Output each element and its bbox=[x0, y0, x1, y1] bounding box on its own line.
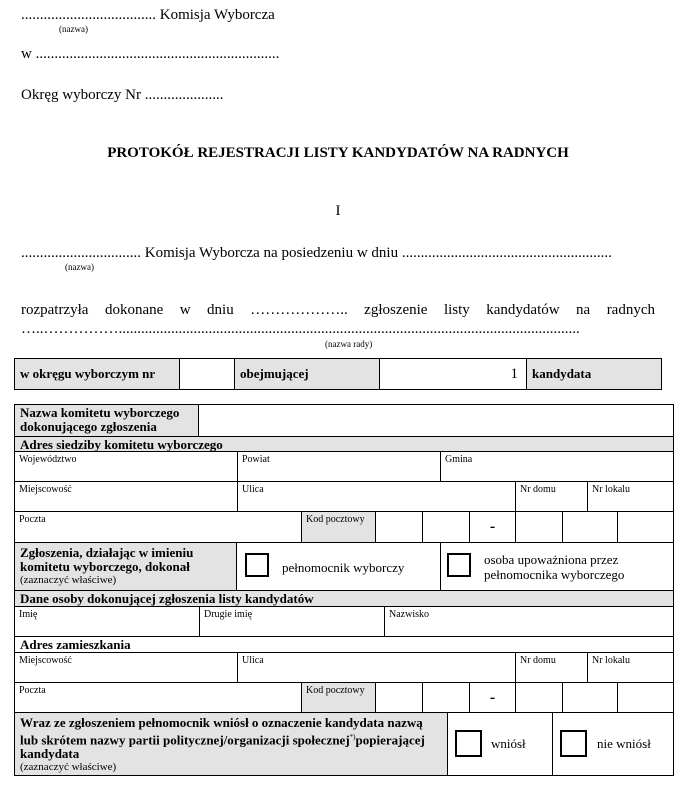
committee-address-header: Adres siedziby komitetu wyborczego bbox=[14, 436, 674, 452]
proxy-checkbox[interactable] bbox=[245, 553, 269, 577]
district-number-field[interactable] bbox=[179, 358, 235, 390]
submission-label-note: (zaznaczyć właściwe) bbox=[20, 574, 117, 586]
candidate-label: kandydata bbox=[526, 358, 662, 390]
word: radnych bbox=[606, 302, 655, 318]
postal-digit-box[interactable] bbox=[515, 511, 563, 543]
word: zgłoszenie bbox=[364, 302, 428, 318]
request-label-bold bbox=[20, 716, 442, 761]
committee-name-dots: .................................... bbox=[21, 7, 156, 23]
word: rozpatrzyła bbox=[21, 302, 89, 318]
committee-name-line bbox=[21, 7, 275, 24]
imie-field[interactable]: Imię bbox=[14, 606, 200, 637]
page-title: PROTOKÓŁ REJESTRACJI LISTY KANDYDATÓW NA RADNYCH bbox=[107, 145, 569, 161]
section-number: I bbox=[335, 203, 341, 219]
home-nr-domu-field[interactable]: Nr domu bbox=[515, 652, 588, 683]
committee-name-text: Komisja Wyborcza bbox=[159, 7, 275, 23]
request-label bbox=[14, 712, 448, 776]
request-no-checkbox[interactable] bbox=[560, 730, 587, 757]
session-line-sub: (nazwa) bbox=[65, 262, 94, 272]
request-yes-checkbox[interactable] bbox=[455, 730, 482, 757]
ulica-field[interactable]: Ulica bbox=[237, 481, 516, 512]
nazwisko-field[interactable]: Nazwisko bbox=[384, 606, 674, 637]
postal-digit-box[interactable] bbox=[562, 682, 618, 713]
postal-digit-box[interactable] bbox=[617, 511, 674, 543]
session-line: ................................ Komisja Wyborcza na posiedzeniu w dniu ........................................................ bbox=[21, 245, 612, 261]
person-data-header: Dane osoby dokonującej zgłoszenia listy kandydatów bbox=[14, 590, 674, 607]
submission-label-bold: Zgłoszenia, działając w imieniu komitetu wyborczego, dokonał bbox=[20, 545, 194, 574]
request-label-part2: popierającej kandydata bbox=[20, 732, 425, 762]
committee-name-sub: (nazwa) bbox=[59, 24, 88, 34]
request-label-part1: Wraz ze zgłoszeniem pełnomocnik wniósł o oznaczenie kandydata nazwą lub skrótem nazwy partii politycznej/organizacji społecznej bbox=[20, 715, 423, 748]
review-line bbox=[21, 302, 655, 319]
location-line: w ................................................................. bbox=[21, 46, 280, 62]
drugie-imie-field[interactable]: Drugie imię bbox=[199, 606, 385, 637]
word: w bbox=[179, 302, 191, 318]
word: listy bbox=[443, 302, 470, 318]
postal-digit-box[interactable] bbox=[515, 682, 563, 713]
home-miejscowosc-field[interactable]: Miejscowość bbox=[14, 652, 238, 683]
nr-lokalu-field[interactable]: Nr lokalu bbox=[587, 481, 674, 512]
poczta-field[interactable]: Poczta bbox=[14, 511, 302, 543]
word: kandydatów bbox=[486, 302, 560, 318]
home-nr-lokalu-field[interactable]: Nr lokalu bbox=[587, 652, 674, 683]
council-name-line: …..……………........................................................................................................................... bbox=[21, 321, 580, 337]
home-ulica-field[interactable]: Ulica bbox=[237, 652, 516, 683]
powiat-field[interactable]: Powiat bbox=[237, 451, 441, 482]
postal-digit-box[interactable] bbox=[617, 682, 674, 713]
committee-name-label: Nazwa komitetu wyborczego dokonującego zgłoszenia bbox=[14, 404, 199, 437]
word: na bbox=[576, 302, 591, 318]
word: dniu bbox=[207, 302, 234, 318]
gmina-field[interactable]: Gmina bbox=[440, 451, 674, 482]
candidate-count-field[interactable]: 1 bbox=[379, 358, 527, 390]
word: ……………….. bbox=[250, 302, 348, 318]
kod-pocztowy-label: Kod pocztowy bbox=[301, 511, 376, 543]
district-number-line: Okręg wyborczy Nr ..................... bbox=[21, 87, 224, 103]
postal-dash: - bbox=[469, 682, 516, 713]
postal-digit-box[interactable] bbox=[562, 511, 618, 543]
home-kod-pocztowy-label: Kod pocztowy bbox=[301, 682, 376, 713]
wojewodztwo-field[interactable]: Województwo bbox=[14, 451, 238, 482]
postal-digit-box[interactable] bbox=[422, 682, 470, 713]
proxy-option-label: pełnomocnik wyborczy bbox=[282, 560, 405, 575]
authorized-person-checkbox[interactable] bbox=[447, 553, 471, 577]
committee-name-field[interactable] bbox=[198, 404, 674, 437]
postal-digit-box[interactable] bbox=[375, 682, 423, 713]
postal-dash: - bbox=[469, 511, 516, 543]
miejscowosc-field[interactable]: Miejscowość bbox=[14, 481, 238, 512]
request-yes-label: wniósł bbox=[491, 736, 526, 751]
postal-digit-box[interactable] bbox=[422, 511, 470, 543]
request-no-label: nie wniósł bbox=[597, 736, 651, 751]
word: dokonane bbox=[104, 302, 164, 318]
council-name-sub: (nazwa rady) bbox=[325, 339, 373, 349]
nr-domu-field[interactable]: Nr domu bbox=[515, 481, 588, 512]
request-label-note: (zaznaczyć właściwe) bbox=[20, 761, 117, 774]
covering-label: obejmującej bbox=[234, 358, 380, 390]
submission-label bbox=[14, 542, 237, 591]
authorized-person-option-label: osoba upoważniona przez pełnomocnika wyborczego bbox=[484, 552, 625, 582]
request-footnote: *) bbox=[349, 733, 356, 741]
home-poczta-field[interactable]: Poczta bbox=[14, 682, 302, 713]
address-header: Adres zamieszkania bbox=[14, 636, 674, 653]
district-label: w okręgu wyborczym nr bbox=[14, 358, 180, 390]
postal-digit-box[interactable] bbox=[375, 511, 423, 543]
